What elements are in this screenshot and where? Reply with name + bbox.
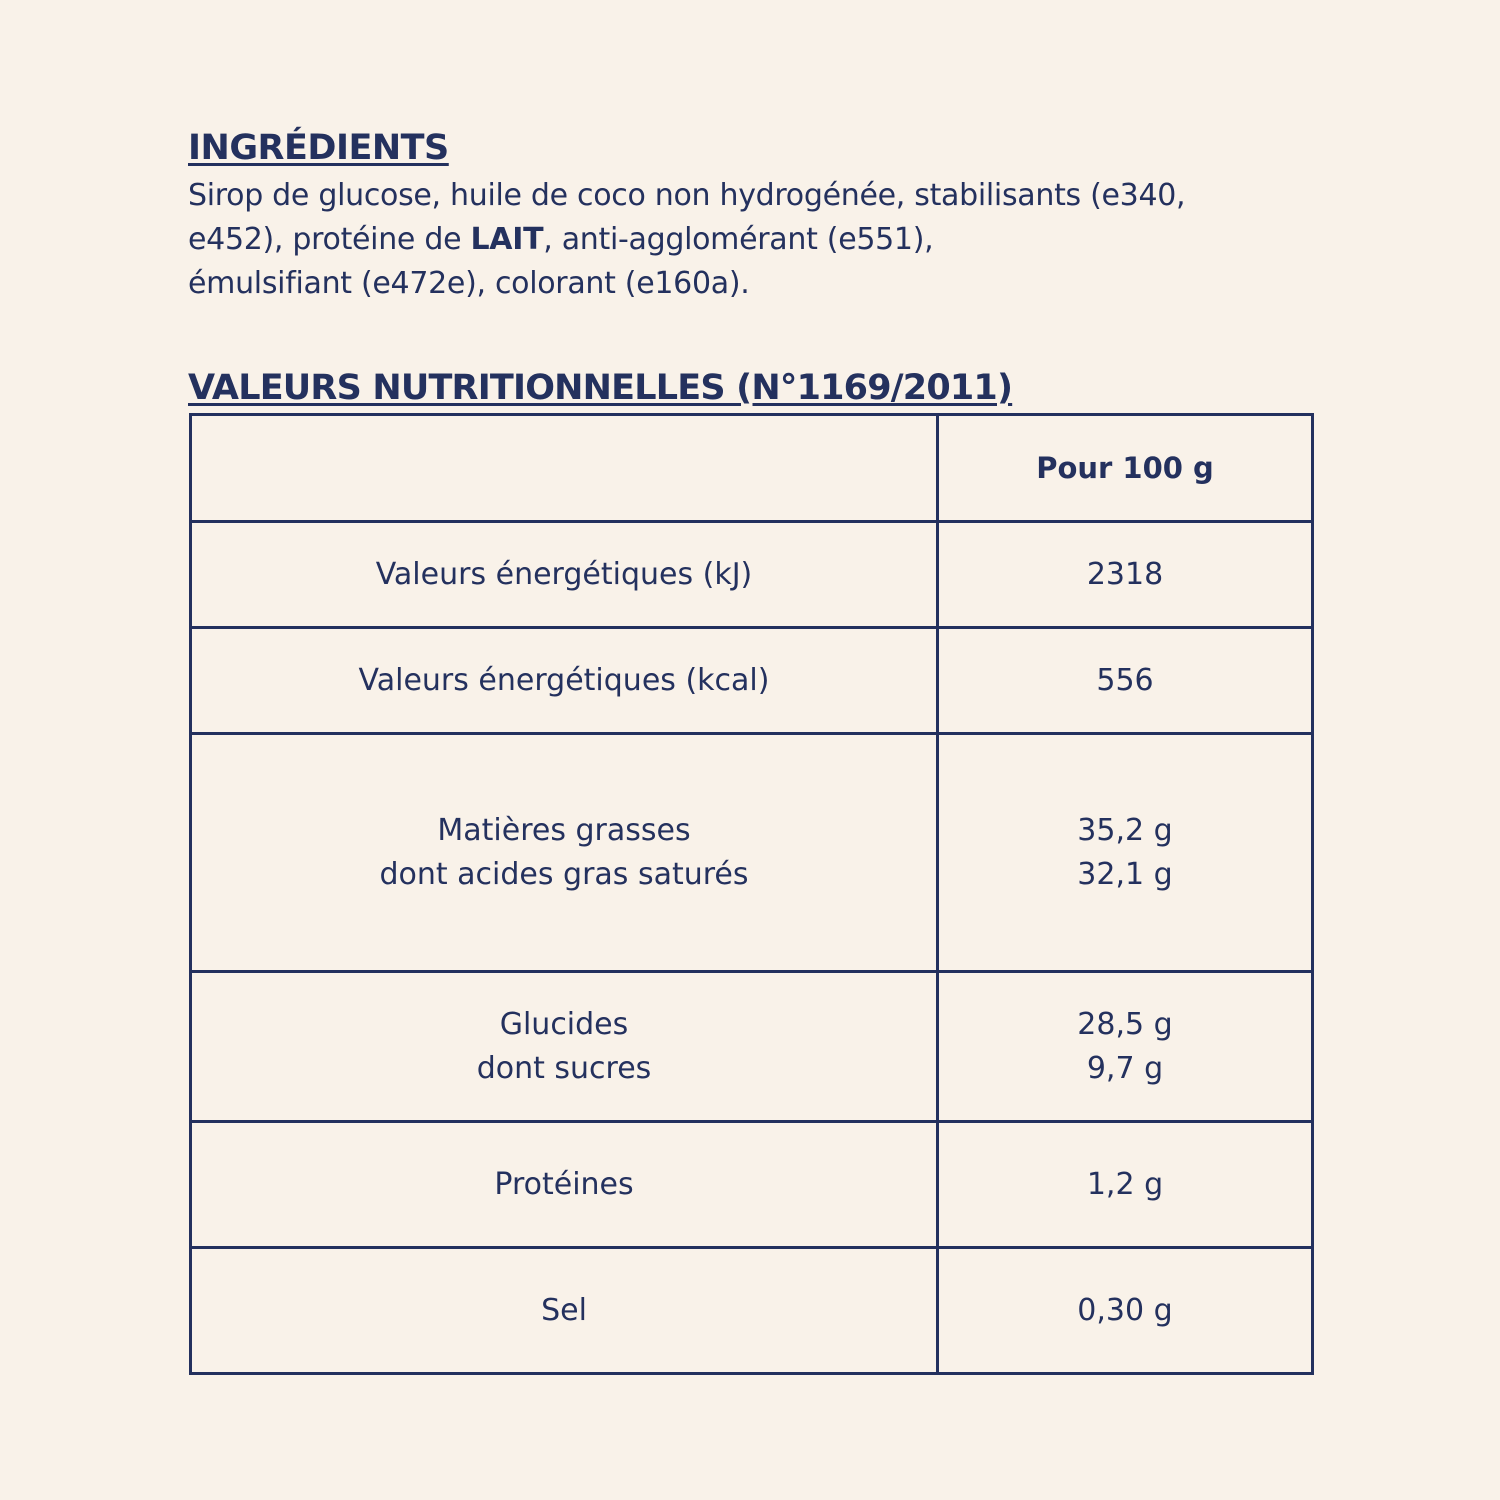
row-value-main: 35,2 g: [1077, 812, 1173, 848]
row-value: 2318: [938, 522, 1313, 628]
row-value-sub: 32,1 g: [1077, 856, 1173, 892]
row-value: [938, 972, 1313, 1122]
row-label-sub: dont acides gras saturés: [379, 856, 749, 892]
row-value: [938, 734, 1313, 972]
row-label-main: Glucides: [499, 1006, 629, 1042]
header-value-cell: Pour 100 g: [938, 415, 1313, 522]
table-row: [191, 1248, 1313, 1374]
row-label: Protéines: [191, 1122, 938, 1248]
nutrition-table: [189, 413, 1314, 1375]
row-label: [191, 734, 938, 972]
row-label: Sel: [191, 1248, 938, 1374]
table-header-row: [191, 415, 1313, 522]
table-row: [191, 734, 1313, 972]
row-label-sub: dont sucres: [476, 1050, 652, 1086]
row-label-main: Matières grasses: [437, 812, 691, 848]
row-value-sub: 9,7 g: [1086, 1050, 1164, 1086]
row-label: [191, 972, 938, 1122]
row-label: Valeurs énergétiques (kJ): [191, 522, 938, 628]
allergen-highlight: LAIT: [470, 222, 544, 257]
ingredients-line-3: émulsifiant (e472e), colorant (e160a).: [188, 266, 750, 301]
row-value: 556: [938, 628, 1313, 734]
ingredients-line-2: [188, 218, 1318, 262]
table-row: [191, 1122, 1313, 1248]
nutrition-title: VALEURS NUTRITIONNELLES (N°1169/2011): [188, 368, 1013, 408]
ingredients-title: INGRÉDIENTS: [188, 128, 449, 168]
table-row: [191, 972, 1313, 1122]
table-row: [191, 522, 1313, 628]
header-label-cell: [191, 415, 938, 522]
table-row: [191, 628, 1313, 734]
ingredients-line-2-end: , anti-agglomérant (e551),: [543, 222, 934, 257]
ingredients-line-2-start: e452), protéine de: [188, 222, 471, 257]
row-value: 0,30 g: [938, 1248, 1313, 1374]
row-value-main: 28,5 g: [1077, 1006, 1173, 1042]
row-label: Valeurs énergétiques (kcal): [191, 628, 938, 734]
row-value: 1,2 g: [938, 1122, 1313, 1248]
ingredients-text: [188, 174, 1318, 306]
ingredients-line-1: Sirop de glucose, huile de coco non hydrogénée, stabilisants (e340,: [188, 178, 1186, 213]
